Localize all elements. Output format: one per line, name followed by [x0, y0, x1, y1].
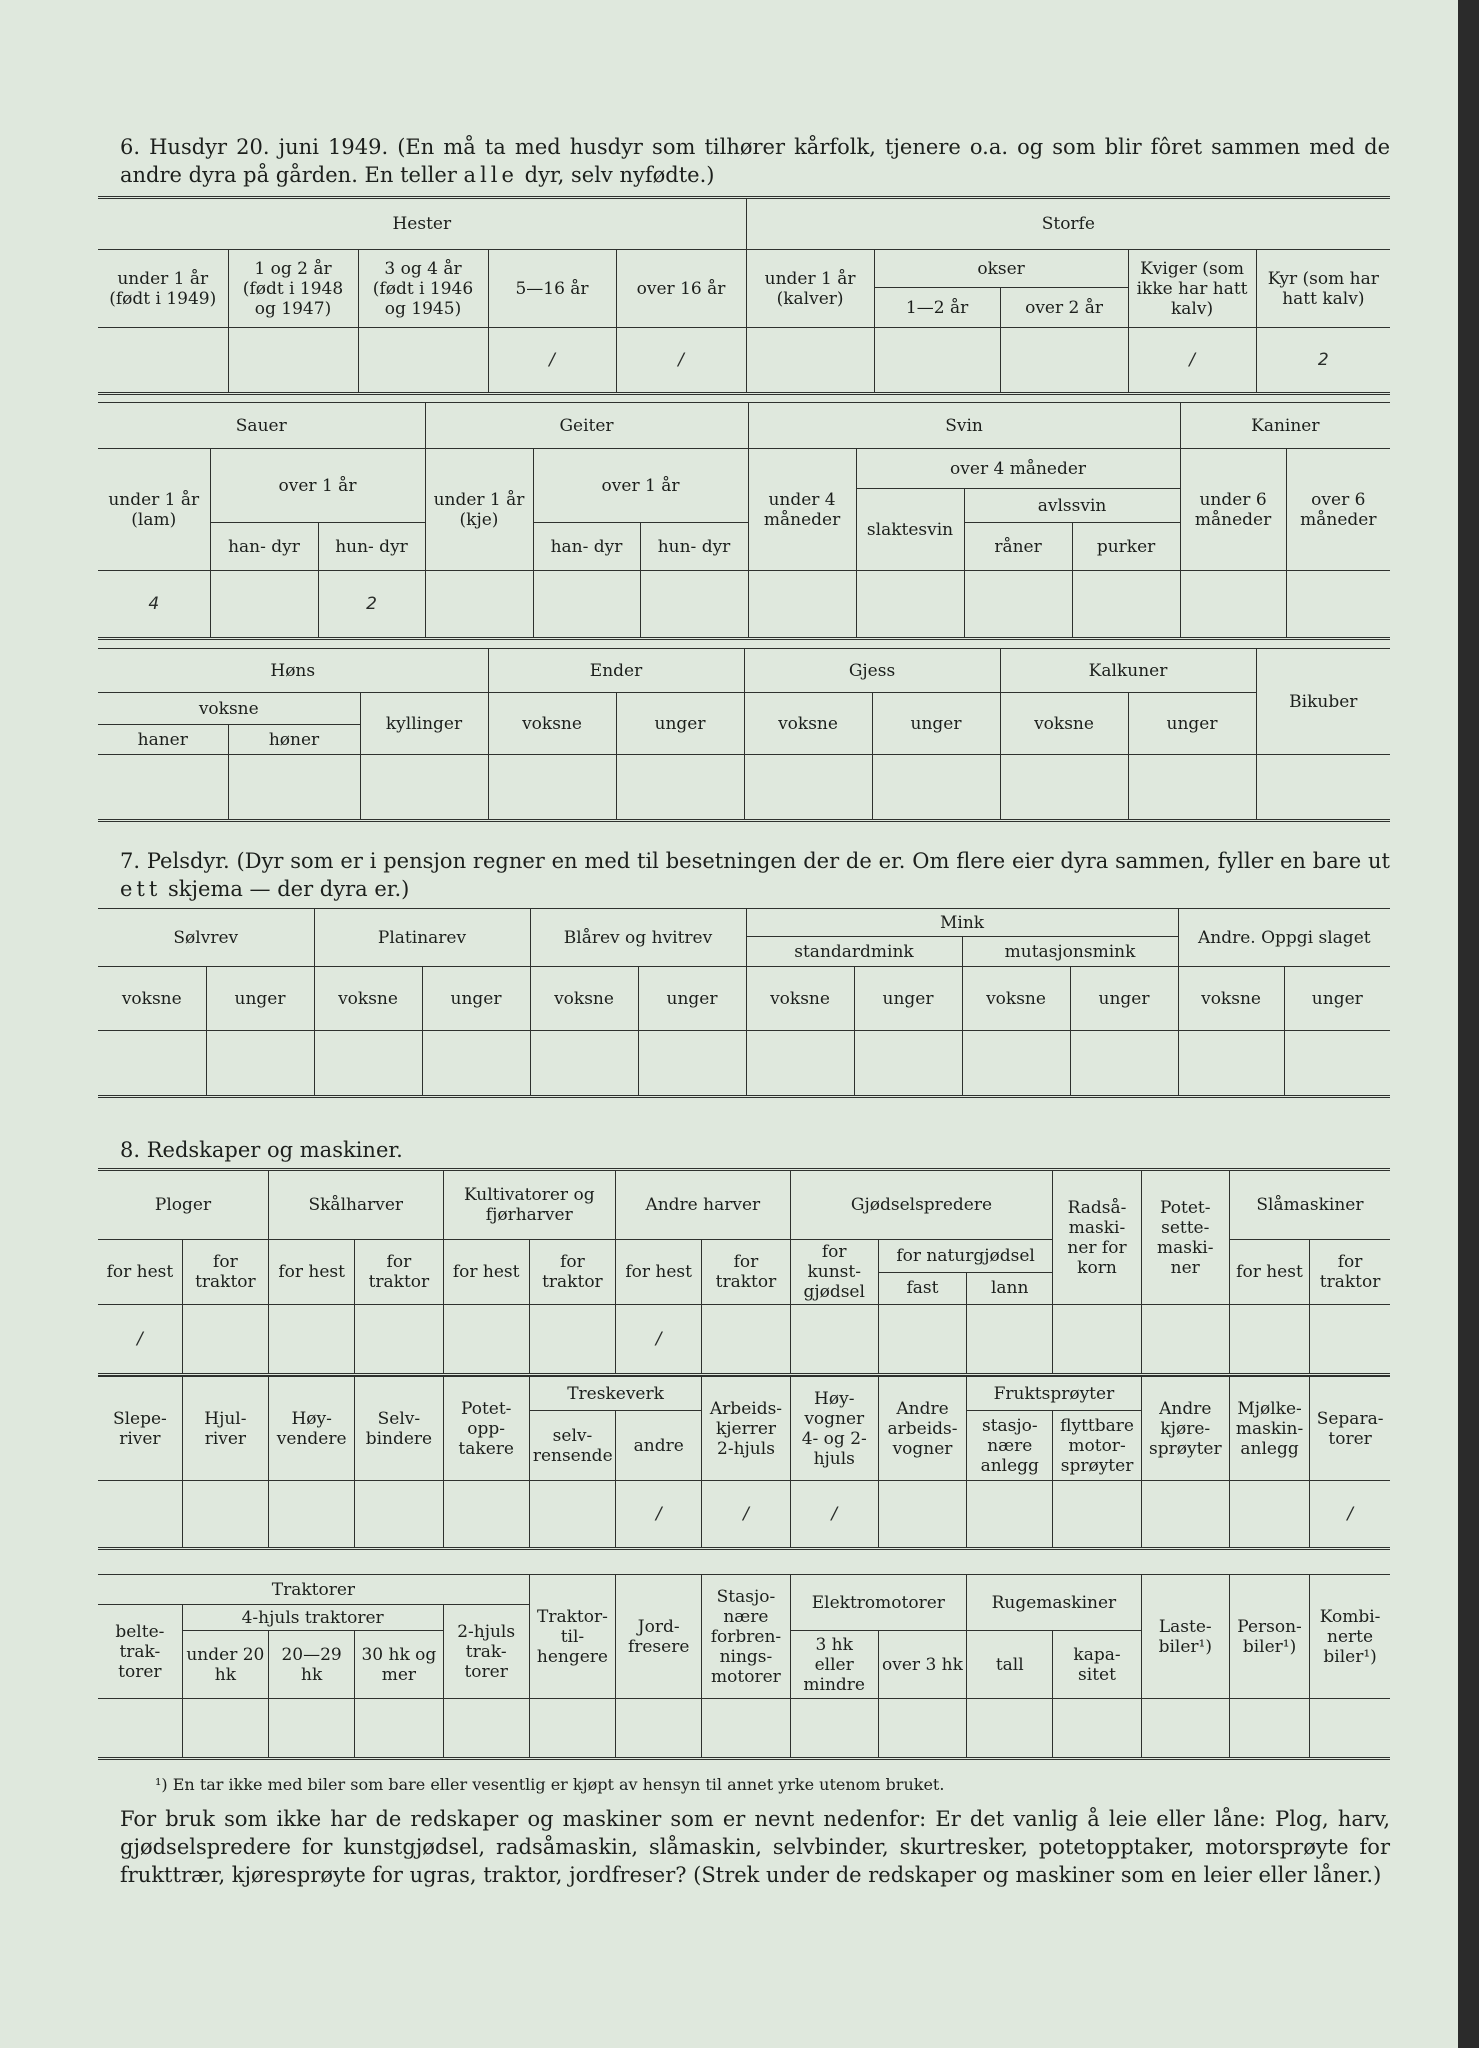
- scan-edge: [1458, 0, 1479, 2048]
- storfe-okser: okser: [874, 250, 1128, 288]
- pelsdyr-col-voksne: voksne: [314, 967, 422, 1031]
- sauer-value-lam[interactable]: 4: [98, 571, 210, 639]
- svin-value-purker[interactable]: [1072, 571, 1180, 639]
- storfe-header: Storfe: [746, 198, 1390, 250]
- hester-value-over16[interactable]: /: [616, 328, 746, 394]
- kombi-value[interactable]: [1310, 1699, 1390, 1759]
- kultivatorer-header: Kultivatorer og fjørharver: [443, 1170, 616, 1240]
- section-7-heading-text: 7. Pelsdyr. (Dyr som er i pensjon regner en med til besetningen der de er. Om flere eier dyra sammen, fyller en bare ut: [120, 849, 1390, 873]
- hons-col-kyllinger: kyllinger: [360, 693, 488, 755]
- traktor-value[interactable]: [269, 1699, 355, 1759]
- footnote: ¹) En tar ikke med biler som bare eller vesentlig er kjøpt av hensyn til annet yrke utenom bruket.: [155, 1775, 945, 1794]
- sauer-col-handyr: han- dyr: [210, 523, 318, 571]
- kalkuner-header: Kalkuner: [1000, 649, 1256, 693]
- pelsdyr-col-unger: unger: [638, 967, 746, 1031]
- hons-value-honer[interactable]: [228, 755, 360, 821]
- geiter-header: Geiter: [425, 403, 748, 449]
- storfe-col-kalver: under 1 år (kalver): [746, 250, 874, 328]
- pelsdyr-blarev: Blårev og hvitrev: [530, 909, 746, 967]
- tresk-selvrensende: selv- rensende: [529, 1411, 615, 1481]
- pelsdyr-value[interactable]: [638, 1031, 746, 1097]
- svin-value-slaktesvin[interactable]: [856, 571, 964, 639]
- belte-header: belte- trak- torer: [98, 1605, 182, 1699]
- pelsdyr-col-voksne: voksne: [746, 967, 854, 1031]
- kaniner-col-under6: under 6 måneder: [1180, 449, 1286, 571]
- andre-harver-value-traktor[interactable]: [702, 1305, 790, 1375]
- slamaskiner-header: Slåmaskiner: [1229, 1170, 1390, 1240]
- jordfresere-value[interactable]: [616, 1699, 702, 1759]
- gjodsel-value-lann[interactable]: [967, 1305, 1053, 1375]
- selv-value[interactable]: [355, 1481, 443, 1549]
- storfe-value-okser-1-2[interactable]: [874, 328, 1000, 394]
- section-6-heading-spaced: alle: [463, 163, 518, 187]
- kultivatorer-value-traktor[interactable]: [529, 1305, 615, 1375]
- hoy-value[interactable]: [269, 1481, 355, 1549]
- hester-value-3-4[interactable]: [358, 328, 488, 394]
- mjolke-header: Mjølke- maskin- anlegg: [1229, 1377, 1309, 1481]
- ender-col-unger: unger: [616, 693, 744, 755]
- person-header: Person- biler¹): [1229, 1575, 1309, 1699]
- laste-header: Laste- biler¹): [1141, 1575, 1229, 1699]
- svin-col-under4: under 4 måneder: [748, 449, 856, 571]
- geiter-value-kje[interactable]: [425, 571, 533, 639]
- pelsdyr-standardmink: standardmink: [746, 937, 962, 967]
- hester-value-1-2[interactable]: [228, 328, 358, 394]
- radsa-header: Radså- maski- ner for korn: [1053, 1170, 1141, 1305]
- hoy-header: Høy- vendere: [269, 1377, 355, 1481]
- hester-col-1-2: 1 og 2 år (født i 1948 og 1947): [228, 250, 358, 328]
- hons-value-haner[interactable]: [98, 755, 228, 821]
- mjolke-value[interactable]: [1229, 1481, 1309, 1549]
- tilhengere-header: Traktor- til- hengere: [529, 1575, 615, 1699]
- firehjul-header: 4-hjuls traktorer: [182, 1605, 443, 1631]
- separatorer-header: Separa- torer: [1310, 1377, 1390, 1481]
- kombi-header: Kombi- nerte biler¹): [1310, 1575, 1390, 1699]
- ruge-tall: tall: [967, 1631, 1053, 1699]
- hester-col-under1: under 1 år (født i 1949): [98, 250, 228, 328]
- slamaskiner-for-traktor: for traktor: [1310, 1240, 1390, 1305]
- selv-header: Selv- bindere: [355, 1377, 443, 1481]
- kaniner-value-under6[interactable]: [1180, 571, 1286, 639]
- firehjul-20-29: 20—29 hk: [269, 1631, 355, 1699]
- bikuber-header: Bikuber: [1256, 649, 1390, 755]
- sauer-value-handyr[interactable]: [210, 571, 318, 639]
- kalkuner-col-unger: unger: [1128, 693, 1256, 755]
- pelsdyr-col-unger: unger: [1284, 967, 1390, 1031]
- ploger-value-hest[interactable]: /: [98, 1305, 182, 1375]
- pelsdyr-value[interactable]: [206, 1031, 314, 1097]
- svin-value-raner[interactable]: [964, 571, 1072, 639]
- pelsdyr-value[interactable]: [98, 1031, 206, 1097]
- pelsdyr-mutasjonsmink: mutasjonsmink: [962, 937, 1178, 967]
- gjess-col-unger: unger: [872, 693, 1000, 755]
- skalharver-value-hest[interactable]: [269, 1305, 355, 1375]
- svin-over4: over 4 måneder: [856, 449, 1180, 489]
- storfe-value-kviger[interactable]: /: [1128, 328, 1256, 394]
- geiter-value-handyr[interactable]: [533, 571, 640, 639]
- svin-value-under4[interactable]: [748, 571, 856, 639]
- ruge-value[interactable]: [1053, 1699, 1141, 1759]
- skalharver-header: Skålharver: [269, 1170, 444, 1240]
- storfe-okser-1-2: 1—2 år: [874, 288, 1000, 328]
- ender-col-voksne: voksne: [488, 693, 616, 755]
- arbeidskjerrer-value[interactable]: /: [702, 1481, 790, 1549]
- kalkuner-col-voksne: voksne: [1000, 693, 1128, 755]
- traktor-value[interactable]: [98, 1699, 182, 1759]
- kultivatorer-for-hest: for hest: [443, 1240, 529, 1305]
- skalharver-for-hest: for hest: [269, 1240, 355, 1305]
- ender-header: Ender: [488, 649, 744, 693]
- sauer-over1: over 1 år: [210, 449, 425, 523]
- geiter-over1: over 1 år: [533, 449, 748, 523]
- hester-col-3-4: 3 og 4 år (født i 1946 og 1945): [358, 250, 488, 328]
- andre-harver-value-hest[interactable]: /: [616, 1305, 702, 1375]
- skalharver-value-traktor[interactable]: [355, 1305, 443, 1375]
- gjodsel-natur: for naturgjødsel: [878, 1240, 1053, 1273]
- arbeidskjerrer-header: Arbeids- kjerrer 2-hjuls: [702, 1377, 790, 1481]
- section-6-heading-text: 6. Husdyr 20. juni 1949. (En må ta med husdyr som tilhører kårfolk, tjenere o.a. og som blir fôret sammen med de andre dyra på gården. En teller: [120, 135, 1390, 187]
- hester-header: Hester: [98, 198, 746, 250]
- gjodsel-kunst: for kunst- gjødsel: [790, 1240, 878, 1305]
- frukt-header: Fruktsprøyter: [967, 1377, 1142, 1411]
- separatorer-value[interactable]: /: [1310, 1481, 1390, 1549]
- sauer-col-hundyr: hun- dyr: [318, 523, 425, 571]
- pelsdyr-value[interactable]: [1284, 1031, 1390, 1097]
- hons-col-honer: høner: [228, 725, 360, 755]
- hester-col-over16: over 16 år: [616, 250, 746, 328]
- kalkuner-value-voksne[interactable]: [1000, 755, 1128, 821]
- gjess-col-voksne: voksne: [744, 693, 872, 755]
- pelsdyr-value[interactable]: [530, 1031, 638, 1097]
- section-6-heading-end: dyr, selv nyfødte.): [524, 163, 715, 187]
- potetopp-header: Potet- opp- takere: [443, 1377, 529, 1481]
- tilhengere-value[interactable]: [529, 1699, 615, 1759]
- elektro-header: Elektromotorer: [790, 1575, 967, 1631]
- tresk-andre-value[interactable]: /: [616, 1481, 702, 1549]
- elektro-value[interactable]: [790, 1699, 878, 1759]
- svin-col-slaktesvin: slaktesvin: [856, 489, 964, 571]
- hons-header: Høns: [98, 649, 488, 693]
- storfe-value-kalver[interactable]: [746, 328, 874, 394]
- table-redskaper-1: [98, 1168, 1390, 1376]
- section-7-heading-spaced: ett: [120, 877, 162, 901]
- hons-voksne: voksne: [98, 693, 360, 725]
- andre-harver-for-hest: for hest: [616, 1240, 702, 1305]
- kaniner-value-over6[interactable]: [1286, 571, 1390, 639]
- hons-col-haner: haner: [98, 725, 228, 755]
- potetopp-value[interactable]: [443, 1481, 529, 1549]
- pelsdyr-col-voksne: voksne: [530, 967, 638, 1031]
- sauer-value-hundyr[interactable]: 2: [318, 571, 425, 639]
- potetsette-value[interactable]: [1141, 1305, 1229, 1375]
- pelsdyr-platinarev: Platinarev: [314, 909, 530, 967]
- pelsdyr-value[interactable]: [314, 1031, 422, 1097]
- firehjul-under20: under 20 hk: [182, 1631, 268, 1699]
- geiter-col-hundyr: hun- dyr: [640, 523, 748, 571]
- gjodsel-header: Gjødselspredere: [790, 1170, 1053, 1240]
- stasjonaere-header: Stasjo- nære forbren- nings- motorer: [702, 1575, 790, 1699]
- kultivatorer-value-hest[interactable]: [443, 1305, 529, 1375]
- tresk-andre: andre: [616, 1411, 702, 1481]
- pelsdyr-col-unger: unger: [206, 967, 314, 1031]
- kalkuner-value-unger[interactable]: [1128, 755, 1256, 821]
- andre-harver-for-traktor: for traktor: [702, 1240, 790, 1305]
- gjess-header: Gjess: [744, 649, 1000, 693]
- pelsdyr-col-voksne: voksne: [98, 967, 206, 1031]
- andre-arb-value[interactable]: [878, 1481, 966, 1549]
- slamaskiner-for-hest: for hest: [1229, 1240, 1309, 1305]
- slepe-value[interactable]: [98, 1481, 182, 1549]
- pelsdyr-col-voksne: voksne: [1178, 967, 1284, 1031]
- frukt-flyttbare-value[interactable]: [1053, 1481, 1141, 1549]
- andre-harver-header: Andre harver: [616, 1170, 791, 1240]
- table-pelsdyr: [98, 908, 1390, 1098]
- hester-col-5-16: 5—16 år: [488, 250, 616, 328]
- table-redskaper-3: [98, 1574, 1390, 1760]
- slamaskiner-value-traktor[interactable]: [1310, 1305, 1390, 1375]
- kaniner-col-over6: over 6 måneder: [1286, 449, 1390, 571]
- gjess-value-unger[interactable]: [872, 755, 1000, 821]
- tohjul-header: 2-hjuls trak- torer: [443, 1605, 529, 1699]
- gjodsel-natur-fast: fast: [878, 1272, 966, 1305]
- ruge-value[interactable]: [967, 1699, 1053, 1759]
- elektro-large: over 3 hk: [878, 1631, 966, 1699]
- geiter-value-hundyr[interactable]: [640, 571, 748, 639]
- gjodsel-natur-lann: lann: [967, 1272, 1053, 1305]
- table-fjorfe: [98, 648, 1390, 822]
- geiter-col-handyr: han- dyr: [533, 523, 640, 571]
- hons-value-kyllinger[interactable]: [360, 755, 488, 821]
- jordfresere-header: Jord- fresere: [616, 1575, 702, 1699]
- pelsdyr-value[interactable]: [1178, 1031, 1284, 1097]
- hoyvogner-value[interactable]: /: [790, 1481, 878, 1549]
- tresk-selvrensende-value[interactable]: [529, 1481, 615, 1549]
- gjodsel-value-kunst[interactable]: [790, 1305, 878, 1375]
- pelsdyr-value[interactable]: [746, 1031, 854, 1097]
- gjess-value-voksne[interactable]: [744, 755, 872, 821]
- pelsdyr-andre: Andre. Oppgi slaget: [1178, 909, 1390, 967]
- section-8-heading-text: 8. Redskaper og maskiner.: [120, 1138, 403, 1162]
- pelsdyr-value[interactable]: [1070, 1031, 1178, 1097]
- pelsdyr-mink: Mink: [746, 909, 1178, 937]
- elektro-small: 3 hk eller mindre: [790, 1631, 878, 1699]
- andre-arb-header: Andre arbeids- vogner: [878, 1377, 966, 1481]
- ruge-kapasitet: kapa- sitet: [1053, 1631, 1141, 1699]
- stasjonaere-value[interactable]: [702, 1699, 790, 1759]
- section-7-heading-end: skjema — der dyra er.): [168, 877, 410, 901]
- kaniner-header: Kaniner: [1180, 403, 1390, 449]
- elektro-value[interactable]: [878, 1699, 966, 1759]
- pelsdyr-col-unger: unger: [854, 967, 962, 1031]
- laste-value[interactable]: [1141, 1699, 1229, 1759]
- hjul-header: Hjul- river: [182, 1377, 268, 1481]
- closing-note: For bruk som ikke har de redskaper og maskiner som er nevnt nedenfor: Er det vanlig å leie eller låne: Plog, harv, gjødselspredere for kunstgjødsel, radsåmaskin, slåmaskin, selvbinder, skurtresker, potetopptaker, motorsprøyte for frukttrær, kjøresprøyte for ugras, traktor, jordfreser? (Strek under de redskaper og maskiner som en leier eller låner.): [120, 1807, 1390, 1887]
- svin-col-purker: purker: [1072, 523, 1180, 571]
- andre-kjore-value[interactable]: [1141, 1481, 1229, 1549]
- skalharver-for-traktor: for traktor: [355, 1240, 443, 1305]
- storfe-okser-over2: over 2 år: [1000, 288, 1128, 328]
- ender-value-voksne[interactable]: [488, 755, 616, 821]
- hoyvogner-header: Høy- vogner 4- og 2- hjuls: [790, 1377, 878, 1481]
- ploger-header: Ploger: [98, 1170, 269, 1240]
- traktor-value[interactable]: [182, 1699, 268, 1759]
- pelsdyr-col-voksne: voksne: [962, 967, 1070, 1031]
- bikuber-value[interactable]: [1256, 755, 1390, 821]
- pelsdyr-value[interactable]: [962, 1031, 1070, 1097]
- storfe-col-kviger: Kviger (som ikke har hatt kalv): [1128, 250, 1256, 328]
- pelsdyr-value[interactable]: [854, 1031, 962, 1097]
- gjodsel-value-fast[interactable]: [878, 1305, 966, 1375]
- sauer-col-lam: under 1 år (lam): [98, 449, 210, 571]
- traktorer-header: Traktorer: [98, 1575, 529, 1605]
- pelsdyr-col-unger: unger: [422, 967, 530, 1031]
- pelsdyr-value[interactable]: [422, 1031, 530, 1097]
- radsa-value[interactable]: [1053, 1305, 1141, 1375]
- table-hester-storfe: [98, 196, 1390, 395]
- andre-kjore-header: Andre kjøre- sprøyter: [1141, 1377, 1229, 1481]
- slepe-header: Slepe- river: [98, 1377, 182, 1481]
- firehjul-30plus: 30 hk og mer: [355, 1631, 443, 1699]
- slamaskiner-value-hest[interactable]: [1229, 1305, 1309, 1375]
- frukt-stasjonaere-value[interactable]: [967, 1481, 1053, 1549]
- treskeverk-header: Treskeverk: [529, 1377, 702, 1411]
- hester-value-under1[interactable]: [98, 328, 228, 394]
- pelsdyr-col-unger: unger: [1070, 967, 1178, 1031]
- frukt-flyttbare: flyttbare motor- sprøyter: [1053, 1411, 1141, 1481]
- ploger-for-traktor: for traktor: [182, 1240, 268, 1305]
- hjul-value[interactable]: [182, 1481, 268, 1549]
- svin-header: Svin: [748, 403, 1180, 449]
- hester-value-5-16[interactable]: /: [488, 328, 616, 394]
- svin-avlssvin: avlssvin: [964, 489, 1180, 523]
- section-8-heading: [120, 1136, 1390, 1164]
- section-6-heading: [120, 133, 1390, 189]
- traktor-value[interactable]: [355, 1699, 443, 1759]
- ender-value-unger[interactable]: [616, 755, 744, 821]
- frukt-stasjonaere: stasjo- nære anlegg: [967, 1411, 1053, 1481]
- geiter-col-kje: under 1 år (kje): [425, 449, 533, 571]
- person-value[interactable]: [1229, 1699, 1309, 1759]
- storfe-value-okser-over2[interactable]: [1000, 328, 1128, 394]
- ruge-header: Rugemaskiner: [967, 1575, 1142, 1631]
- storfe-value-kyr[interactable]: 2: [1256, 328, 1390, 394]
- traktor-value[interactable]: [443, 1699, 529, 1759]
- pelsdyr-solvrev: Sølvrev: [98, 909, 314, 967]
- storfe-col-kyr: Kyr (som har hatt kalv): [1256, 250, 1390, 328]
- kultivatorer-for-traktor: for traktor: [529, 1240, 615, 1305]
- ploger-value-traktor[interactable]: [182, 1305, 268, 1375]
- section-7-heading: [120, 847, 1390, 903]
- potetsette-header: Potet- sette- maski- ner: [1141, 1170, 1229, 1305]
- sauer-header: Sauer: [98, 403, 425, 449]
- table-sauer-geiter-svin: [98, 402, 1390, 640]
- ploger-for-hest: for hest: [98, 1240, 182, 1305]
- svin-col-raner: råner: [964, 523, 1072, 571]
- table-redskaper-2: [98, 1376, 1390, 1550]
